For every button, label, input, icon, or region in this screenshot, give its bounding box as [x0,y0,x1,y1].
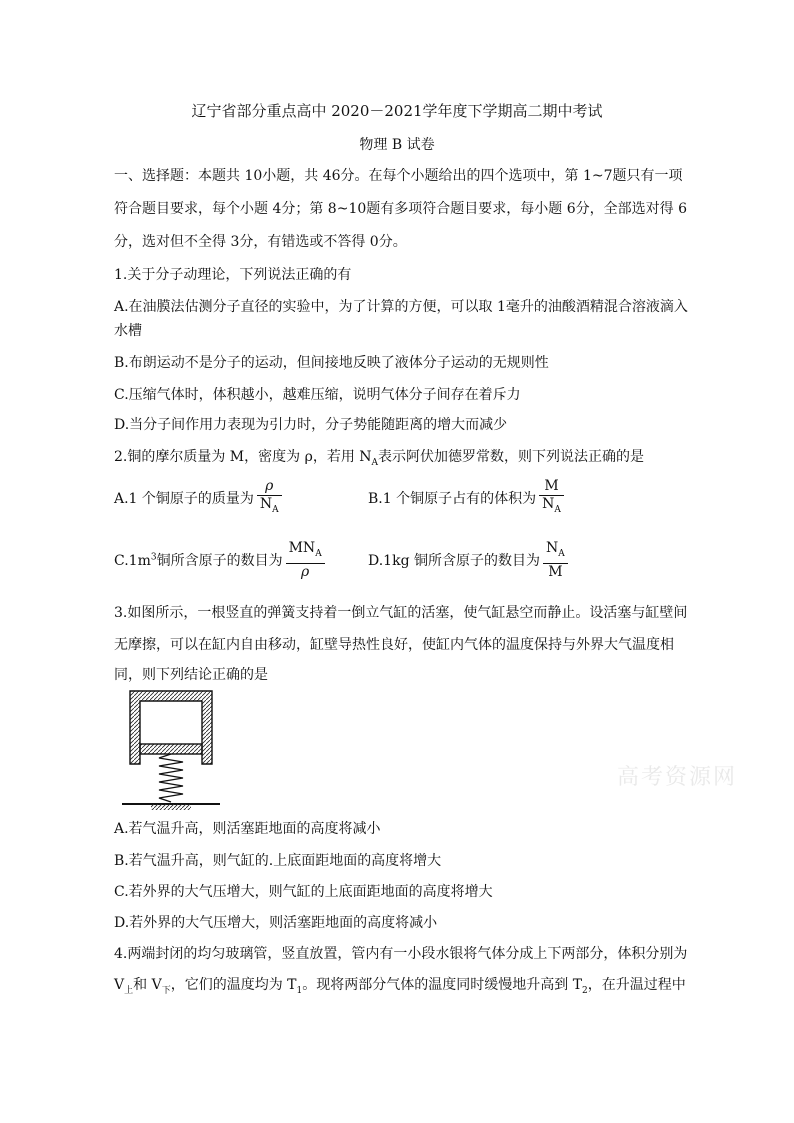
q3-option-a: A.若气温升高，则活塞距地面的高度将减小 [114,821,381,837]
exam-title: 辽宁省部分重点高中 2020－2021学年度下学期高二期中考试 [191,102,603,120]
q3-option-d: D.若外界的大气压增大，则活塞距地面的高度将减小 [114,915,438,931]
piston [140,744,202,754]
q2-option-a: A.1 个铜原子的质量为 $\frac{\rho}{N_A}$ [114,478,282,519]
section-instructions-line-1: 一、选择题：本题共 10小题，共 46分。在每个小题给出的四个选项中，第 1~7题只有一项 [114,168,683,184]
q3-option-b: B.若气温升高，则气缸的.上底面距地面的高度将增大 [114,853,442,869]
q1-option-b: B.布朗运动不是分子的运动，但间接地反映了液体分子运动的无规则性 [114,355,549,371]
watermark: 高考资源网 [617,765,738,790]
q2-option-d: D.1kg 铜所含原子的数目为 $\frac{N_A}{M}$ [368,540,568,581]
exam-subtitle: 物理 B 试卷 [359,137,435,153]
q3-stem-line-1: 3.如图所示，一根竖直的弹簧支持着一倒立气缸的活塞，使气缸悬空而静止。设活塞与缸壁间 [114,605,688,621]
q2-option-b: B.1 个铜原子占有的体积为 $\frac{M}{N_A}$ [368,478,564,519]
section-instructions-line-3: 分，选对但不全得 3分，有错选或不答得 0分。 [114,234,407,250]
q2-option-c-fraction: $\frac{MN_A}{\rho}$ [286,540,325,581]
q1-stem: 1.关于分子动理论，下列说法正确的有 [114,267,352,283]
q3-stem-line-3: 同，则下列结论正确的是 [114,667,268,683]
section-instructions-line-2: 符合题目要求，每个小题 4分；第 8~10题有多项符合题目要求，每小题 6分，全部选对得 6 [114,201,687,217]
q1-option-a: A.在油膜法估测分子直径的实验中，为了计算的方便，可以取 1毫升的油酸酒精混合溶液滴入 [114,299,688,315]
q2-stem: 2.铜的摩尔质量为 M，密度为 ρ，若用 $N_A$表示阿伏加德罗常数，则下列说法正确的是 [114,449,645,468]
q1-option-a-cont: 水槽 [114,323,142,339]
ground-hatch [151,804,191,810]
q3-option-c: C.若外界的大气压增大，则气缸的上底面距地面的高度将增大 [114,884,493,900]
q1-option-c: C.压缩气体时，体积越小，越难压缩，说明气体分子间存在着斥力 [114,387,521,403]
spring [159,754,183,802]
q1-option-d: D.当分子间作用力表现为引力时，分子势能随距离的增大而减少 [114,417,508,433]
q4-stem-line-2: $V_上$和 $V_下$，它们的温度均为 $T_1$。现将两部分气体的温度同时缓慢地升高到 $T_2$，在升温过程中 [114,977,686,996]
q2-option-a-fraction: $\frac{\rho}{N_A}$ [257,478,282,519]
cylinder-spring-diagram [118,688,224,812]
q2-option-d-fraction: $\frac{N_A}{M}$ [543,540,568,581]
q3-stem-line-2: 无摩擦，可以在缸内自由移动，缸壁导热性良好，使缸内气体的温度保持与外界大气温度相 [114,637,674,653]
q2-option-b-fraction: $\frac{M}{N_A}$ [539,478,564,519]
q2-option-c: $C.1m^3$铜所含原子的数目为 $\frac{MN_A}{\rho}$ [114,540,325,581]
q4-stem-line-1: 4.两端封闭的均匀玻璃管，竖直放置，管内有一小段水银将气体分成上下两部分，体积分别为 [114,946,688,962]
